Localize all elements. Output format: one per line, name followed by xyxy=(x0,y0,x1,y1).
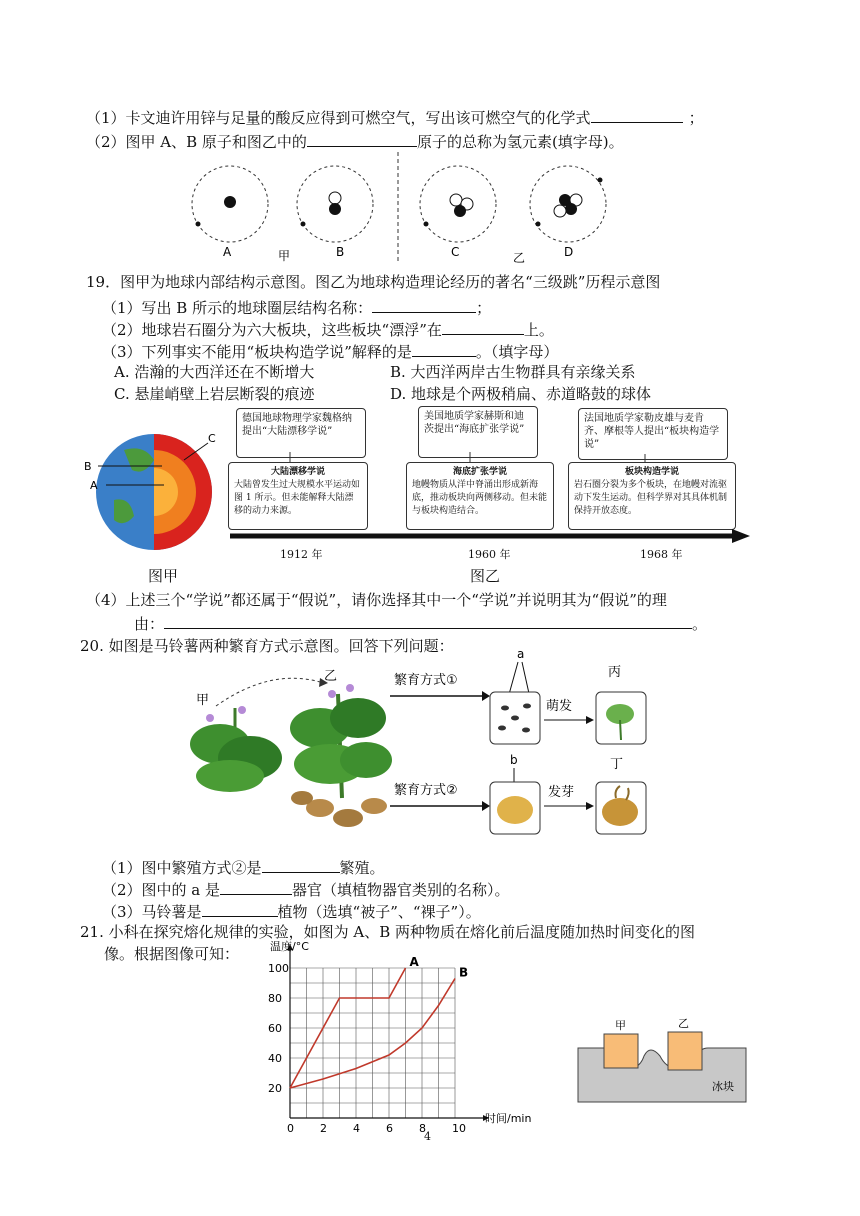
seed xyxy=(511,716,519,721)
card-wegener: 德国地球物理学家魏格纳提出“大陆漂移学说” xyxy=(236,408,366,458)
proton xyxy=(224,196,236,208)
theory-box-seafloor xyxy=(406,462,554,530)
theory-body: 大陆曾发生过大规模水平运动如图 1 所示。但未能解释大陆漂移的动力来源。 xyxy=(234,480,361,516)
theory-title: 板块构造学说 xyxy=(624,467,679,477)
electron xyxy=(598,178,603,183)
theory-title: 海底扩张学说 xyxy=(452,467,507,477)
tuber xyxy=(497,796,533,824)
method-label: 繁育方式② xyxy=(394,783,458,798)
q20-sub2: （2）图中的 a 是 器官（填植物器官类别的名称）。 xyxy=(102,878,510,900)
arrow-head xyxy=(732,529,750,543)
answer-blank[interactable] xyxy=(164,612,692,629)
pointer-label: b xyxy=(510,753,518,767)
tuber xyxy=(333,809,363,827)
tuber xyxy=(361,798,387,814)
q20-sub1: （1）图中繁殖方式②是 繁殖。 xyxy=(102,856,385,878)
q18-sub2: （2）图甲 A、B 原子和图乙中的 原子的总称为氢元素(填字母)。 xyxy=(86,130,624,152)
block-label: 乙 xyxy=(678,1017,689,1030)
step-label: 萌发 xyxy=(546,699,573,714)
neutron xyxy=(329,192,341,204)
x-tick-label: 6 xyxy=(386,1122,393,1135)
proton xyxy=(565,203,577,215)
page-number: 4 xyxy=(424,1130,431,1143)
atom-label: B xyxy=(336,245,345,259)
year-1912: 1912 年 xyxy=(280,548,323,561)
q19-sub2: （2）地球岩石圈分为六大板块，这些板块“漂浮”在 上。 xyxy=(102,318,554,340)
q20-sub3: （3）马铃薯是 植物（选填“被子”、“裸子”）。 xyxy=(102,900,481,922)
option-d: D. 地球是个两极稍扁、赤道略鼓的球体 xyxy=(390,385,652,403)
atom-label: D xyxy=(564,245,574,259)
flower xyxy=(206,714,214,722)
ice-blocks-figure xyxy=(574,1016,752,1108)
q19-sub3: （3）下列事实不能用“板块构造学说”解释的是 。（填字母） xyxy=(102,340,558,362)
neutron xyxy=(450,194,462,206)
tuber xyxy=(291,791,313,805)
pollination-arrow xyxy=(216,678,320,706)
block-label: 甲 xyxy=(615,1019,626,1032)
x-tick-label: 8 xyxy=(419,1122,426,1135)
arrow-head xyxy=(586,802,594,810)
q21-stem-line2: 像。根据图像可知： xyxy=(104,945,240,963)
q19-sub4: （4）上述三个“学说”都还属于“假说”，请你选择其中一个“学说”并说明其为“假说”的理 xyxy=(86,591,667,609)
series-label-A: A xyxy=(409,955,419,969)
q19-stem: 19．图甲为地球内部结构示意图。图乙为地球构造理论经历的著名“三级跳”历程示意图 xyxy=(86,273,661,291)
q18-sub1: （1）卡文迪许用锌与足量的酸反应得到可燃空气，写出该可燃空气的化学式 ； xyxy=(86,106,704,128)
theory-body: 岩石圈分裂为多个板块，在地幔对流驱动下发生运动。但科学界对其具体机制保持开放态度。 xyxy=(574,480,728,516)
card-le-pichon: 法国地质学家勒皮雄与麦肯齐、摩根等人提出“板块构造学说” xyxy=(578,408,728,460)
q19-sub1: （1）写出 B 所示的地球圈层结构名称： ； xyxy=(102,296,491,318)
plant-leaves xyxy=(340,742,392,778)
x-tick-label: 4 xyxy=(353,1122,360,1135)
ice-label: 冰块 xyxy=(712,1080,734,1093)
electron xyxy=(196,222,201,227)
arrow-head xyxy=(586,716,594,724)
result-label: 丁 xyxy=(610,757,624,772)
earth-label: A xyxy=(90,479,98,492)
q20-stem: 20. 如图是马铃薯两种繁育方式示意图。回答下列问题： xyxy=(80,637,454,655)
seed xyxy=(498,726,506,731)
q21-stem: 21. 小科在探究熔化规律的实验，如图为 A、B 两种物质在熔化前后温度随加热时间变化的图 xyxy=(80,923,696,941)
flower xyxy=(346,684,354,692)
y-tick-label: 20 xyxy=(268,1082,282,1095)
flower xyxy=(328,690,336,698)
year-1968: 1968 年 xyxy=(640,548,683,561)
electron xyxy=(424,222,429,227)
plant-leaves xyxy=(196,760,264,792)
theory-box-drift xyxy=(228,462,368,530)
electron xyxy=(301,222,306,227)
block-jia xyxy=(604,1034,638,1068)
plant-label: 乙 xyxy=(324,669,338,684)
answer-blank[interactable] xyxy=(220,878,292,895)
answer-blank[interactable] xyxy=(591,106,683,123)
y-tick-label: 100 xyxy=(268,962,289,975)
earth-label: B xyxy=(84,460,92,473)
plant-leaves xyxy=(330,698,386,738)
y-tick-label: 60 xyxy=(268,1022,282,1035)
figure-caption-yi: 图乙 xyxy=(470,567,501,585)
theory-body: 地幔物质从洋中脊涌出形成新海底，推动板块向两侧移动。但未能与板块构造结合。 xyxy=(412,480,548,516)
year-1960: 1960 年 xyxy=(468,548,511,561)
atom-label: A xyxy=(223,245,232,259)
theory-box-plate xyxy=(568,462,736,530)
electron xyxy=(536,222,541,227)
answer-blank[interactable] xyxy=(412,340,476,357)
sprouted-tuber xyxy=(602,798,638,826)
answer-blank[interactable] xyxy=(372,296,476,313)
potato-reproduction-figure xyxy=(170,648,660,840)
proton xyxy=(454,205,466,217)
seed xyxy=(522,728,530,733)
atom-label: C xyxy=(451,245,460,259)
x-tick-label: 0 xyxy=(287,1122,294,1135)
result-label: 丙 xyxy=(608,665,622,680)
y-axis-label: 温度/°C xyxy=(270,940,309,953)
series-label-B: B xyxy=(459,965,469,980)
option-c: C. 悬崖峭壁上岩层断裂的痕迹 xyxy=(114,385,315,403)
x-tick-label: 10 xyxy=(452,1122,466,1135)
option-b: B. 大西洋两岸古生物群具有亲缘关系 xyxy=(390,363,636,381)
y-tick-label: 40 xyxy=(268,1052,282,1065)
answer-blank[interactable] xyxy=(202,900,278,917)
group-label: 甲 xyxy=(278,249,291,263)
answer-blank[interactable] xyxy=(442,318,524,335)
y-tick-label: 80 xyxy=(268,992,282,1005)
answer-blank[interactable] xyxy=(307,130,417,147)
ice-block xyxy=(578,1048,746,1102)
x-tick-label: 2 xyxy=(320,1122,327,1135)
card-hess-dietz: 美国地质学家赫斯和迪茨提出“海底扩张学说” xyxy=(418,406,538,458)
answer-blank[interactable] xyxy=(262,856,340,873)
flower xyxy=(238,706,246,714)
neutron xyxy=(554,205,566,217)
figure-caption-jia: 图甲 xyxy=(148,567,179,585)
seed xyxy=(501,706,509,711)
arrow-head xyxy=(482,801,490,811)
timeline-arrow xyxy=(226,528,752,546)
x-axis-label: 时间/min xyxy=(485,1112,532,1125)
group-label: 乙 xyxy=(513,251,526,264)
q19-sub4-line2: 由： 。 xyxy=(134,612,707,634)
earth-structure-figure xyxy=(84,430,220,560)
melting-temperature-chart xyxy=(258,940,548,1140)
method-label: 繁育方式① xyxy=(394,673,458,688)
block-yi xyxy=(668,1032,702,1070)
seedling-stem xyxy=(620,720,621,740)
proton xyxy=(329,203,341,215)
theory-title: 大陆漂移学说 xyxy=(270,467,325,477)
plant-label: 甲 xyxy=(196,693,210,708)
earth-label: C xyxy=(208,432,216,445)
atom-models-figure xyxy=(180,152,620,264)
step-label: 发芽 xyxy=(548,785,575,800)
option-a: A. 浩瀚的大西洋还在不断增大 xyxy=(114,363,315,381)
pointer-label: a xyxy=(517,648,525,661)
seed xyxy=(523,704,531,709)
arrow-head xyxy=(482,691,490,701)
